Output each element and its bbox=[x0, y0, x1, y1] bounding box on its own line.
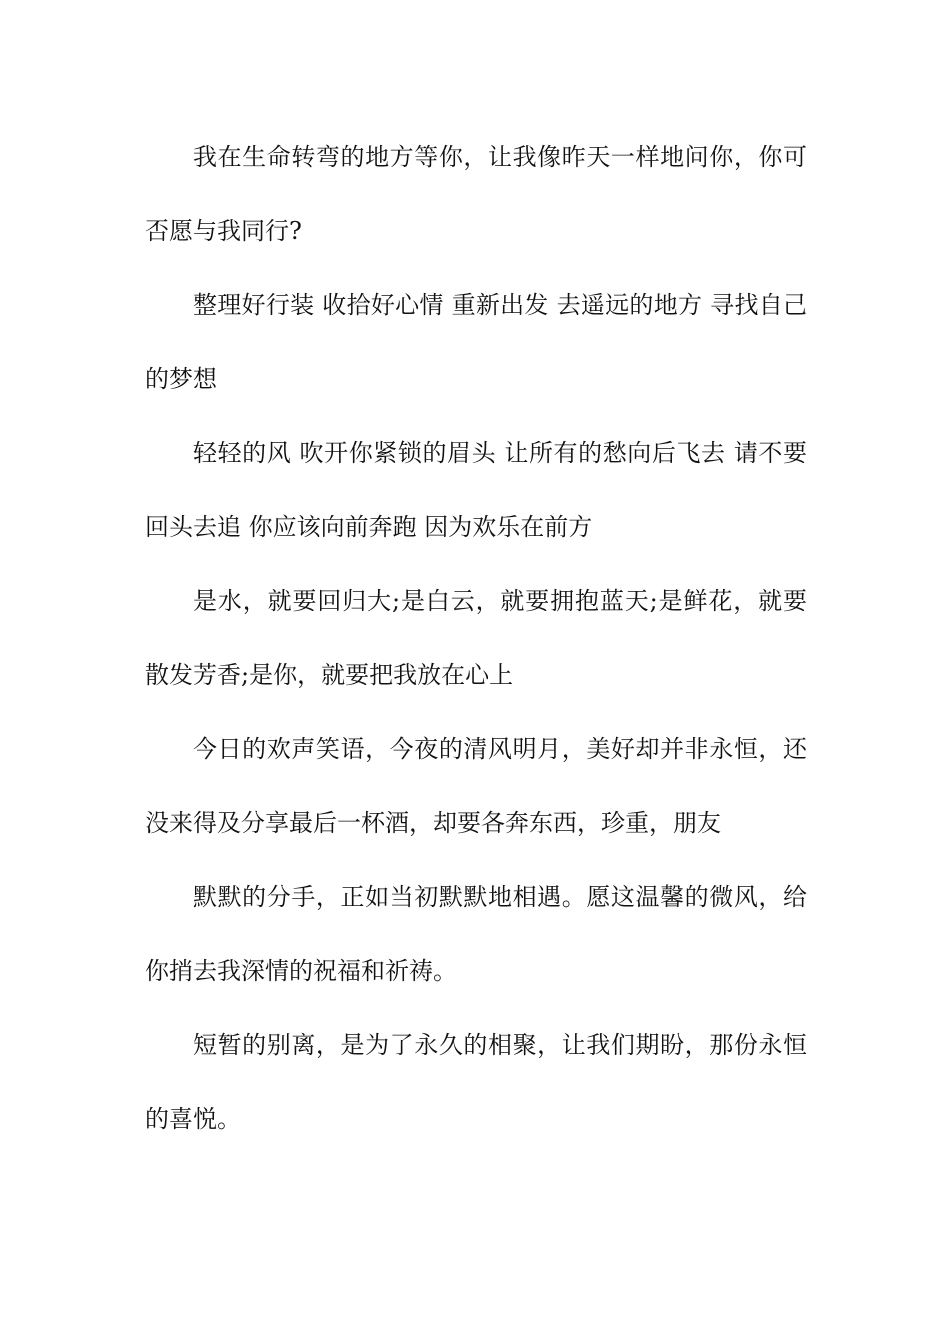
paragraph-7: 短暂的别离，是为了永久的相聚，让我们期盼，那份永恒的喜悦。 bbox=[145, 1031, 807, 1133]
paragraph-1: 我在生命转弯的地方等你，让我像昨天一样地问你，你可否愿与我同行? bbox=[145, 143, 807, 245]
paragraph-6: 默默的分手，正如当初默默地相遇。愿这温馨的微风，给你捎去我深情的祝福和祈祷。 bbox=[145, 883, 807, 985]
paragraph-2: 整理好行装 收拾好心情 重新出发 去遥远的地方 寻找自己的梦想 bbox=[145, 291, 807, 393]
paragraph-3: 轻轻的风 吹开你紧锁的眉头 让所有的愁向后飞去 请不要回头去追 你应该向前奔跑 因为欢乐在前方 bbox=[145, 439, 807, 541]
paragraph-5: 今日的欢声笑语，今夜的清风明月，美好却并非永恒，还没来得及分享最后一杯酒，却要各奔东西，珍重，朋友 bbox=[145, 735, 807, 837]
document-body bbox=[145, 120, 807, 1156]
paragraph-4: 是水，就要回归大;是白云，就要拥抱蓝天;是鲜花，就要散发芳香;是你，就要把我放在心上 bbox=[145, 587, 807, 689]
